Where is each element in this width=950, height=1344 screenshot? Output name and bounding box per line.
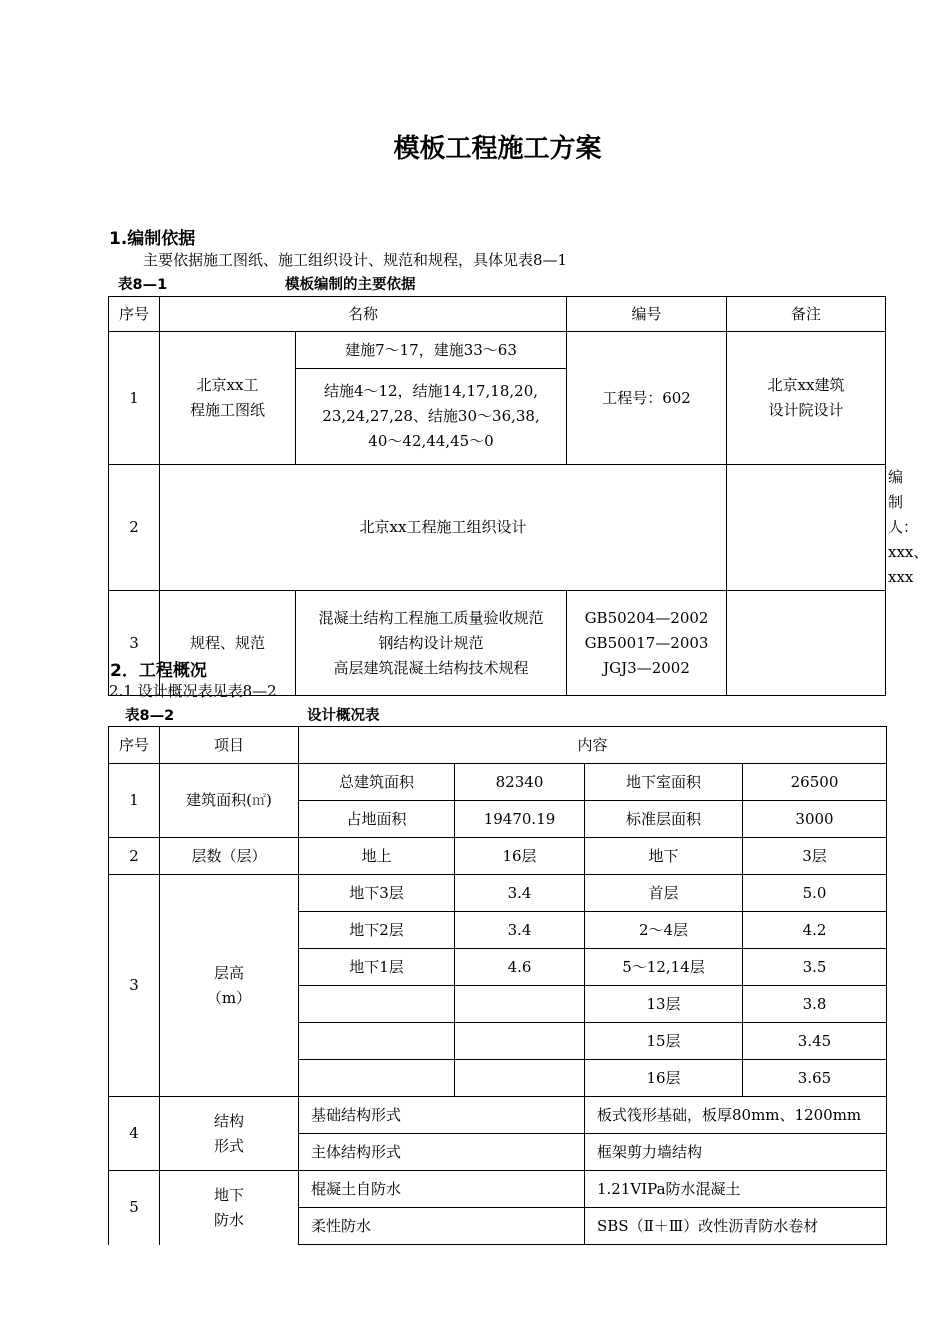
table1-title: 模板编制的主要依据	[285, 277, 416, 293]
row-number: 3	[109, 875, 160, 1097]
code-line: GB50017—2003	[584, 633, 709, 652]
cell: 首层	[585, 875, 743, 912]
table-row	[109, 764, 887, 801]
basis-table	[108, 296, 929, 696]
cell: 26500	[743, 764, 887, 801]
cell: 4.2	[743, 912, 887, 949]
section1-intro: 主要依据施工图纸、施工组织设计、规范和规程，具体见表8—1	[143, 251, 568, 269]
row-code: 工程号：602	[567, 332, 727, 465]
cell: 框架剪力墙结构	[585, 1134, 887, 1171]
code-line: JGJ3—2002	[603, 658, 690, 677]
cell	[455, 1060, 585, 1097]
header-cell: 内容	[299, 727, 887, 764]
cell	[455, 986, 585, 1023]
area-label: 建筑面积(	[186, 790, 252, 809]
cell: 地下2层	[299, 912, 455, 949]
cell	[455, 1023, 585, 1060]
cell: 标准层面积	[585, 801, 743, 838]
row-name: 规程、规范	[160, 591, 296, 696]
cell: 82340	[455, 764, 585, 801]
table-header-row	[109, 297, 886, 332]
row-number: 4	[109, 1097, 160, 1171]
section1-heading: 1.编制依据	[109, 229, 196, 249]
code-line: GB50204—2002	[584, 608, 709, 627]
table2-title: 设计概况表	[307, 708, 380, 724]
table-header-row	[109, 727, 887, 764]
label-line: 结构	[213, 1111, 244, 1130]
cell: 地下室面积	[585, 764, 743, 801]
cell	[299, 1060, 455, 1097]
table2-number: 表8—2	[125, 708, 175, 724]
cell: 4.6	[455, 949, 585, 986]
remark-line: 北京xx建筑	[767, 376, 845, 394]
header-cell: 序号	[109, 297, 160, 332]
cell: 柔性防水	[299, 1208, 585, 1245]
cell: 基础结构形式	[299, 1097, 585, 1134]
detail-line: 钢结构设计规范	[378, 633, 484, 652]
cell: 3.45	[743, 1023, 887, 1060]
name-line: 程施工图纸	[189, 401, 265, 419]
table-row	[109, 838, 887, 875]
cell: 2～4层	[585, 912, 743, 949]
label-line: 层高	[213, 963, 244, 982]
table-row	[109, 332, 886, 369]
table-row	[109, 1171, 887, 1208]
cell: 3.4	[455, 912, 585, 949]
label-line: 地下	[213, 1185, 244, 1204]
cell: 主体结构形式	[299, 1134, 585, 1171]
cell: 5.0	[743, 875, 887, 912]
cell: 地下3层	[299, 875, 455, 912]
row-label	[160, 1097, 299, 1171]
detail-line: 混凝土结构工程施工质量验收规范	[318, 608, 544, 627]
cell: 地下	[585, 838, 743, 875]
cell: 13层	[585, 986, 743, 1023]
row-detail: 建施7～17，建施33～63	[296, 332, 567, 369]
row-number: 1	[109, 332, 160, 465]
cell: 占地面积	[299, 801, 455, 838]
row-number: 2	[109, 465, 160, 591]
row-name: 北京xx工程施工组织设计	[160, 465, 727, 591]
section2-sub: 2.1 设计概况表见表8—2	[109, 682, 277, 700]
cell: 3.8	[743, 986, 887, 1023]
row-name	[160, 332, 296, 465]
label-line: （m）	[206, 988, 252, 1007]
cell	[299, 986, 455, 1023]
row-label	[160, 875, 299, 1097]
table1-number: 表8—1	[118, 277, 168, 293]
label-line: 防水	[213, 1210, 244, 1229]
cell: 地下1层	[299, 949, 455, 986]
area-label-end: )	[266, 790, 272, 809]
row-detail	[296, 369, 567, 465]
cell: 19470.19	[455, 801, 585, 838]
header-cell: 序号	[109, 727, 160, 764]
cell: 地上	[299, 838, 455, 875]
cell	[299, 1023, 455, 1060]
cell: 1.21VIPa防水混凝土	[585, 1171, 887, 1208]
detail-line: 40～42,44,45～0	[368, 432, 494, 450]
remark-line: 设计院设计	[768, 401, 844, 419]
cell: 棍凝土自防水	[299, 1171, 585, 1208]
cell: 总建筑面积	[299, 764, 455, 801]
label-line: 形式	[213, 1136, 244, 1155]
cell: SBS（Ⅱ＋Ⅲ）改性沥青防水卷材	[585, 1208, 887, 1245]
table-row: 2 北京xx工程施工组织设计 编制人： xxx、xxx	[109, 465, 886, 591]
row-number: 1	[109, 764, 160, 838]
header-cell: 项目	[160, 727, 299, 764]
name-line: 北京xx工	[196, 376, 259, 394]
header-cell: 编号	[567, 297, 727, 332]
cell: 5～12,14层	[585, 949, 743, 986]
cell: 3层	[743, 838, 887, 875]
cell: 3000	[743, 801, 887, 838]
cell: 15层	[585, 1023, 743, 1060]
row-label	[160, 1171, 299, 1245]
header-cell: 名称	[160, 297, 567, 332]
header-cell: 备注	[727, 297, 886, 332]
cell: 16层	[455, 838, 585, 875]
cell: 3.4	[455, 875, 585, 912]
cell: 3.65	[743, 1060, 887, 1097]
row-label: 层数（层）	[160, 838, 299, 875]
area-unit: ㎡	[252, 792, 266, 809]
cell: 16层	[585, 1060, 743, 1097]
row-number: 2	[109, 838, 160, 875]
table-row	[109, 875, 887, 912]
row-detail	[296, 591, 567, 696]
detail-line: 结施4～12，结施14,17,18,20,	[323, 382, 539, 400]
detail-line: 高层建筑混凝土结构技术规程	[333, 658, 529, 677]
section2-heading: 2．工程概况	[110, 661, 207, 681]
detail-line: 23,24,27,28、结施30～36,38,	[322, 407, 540, 425]
page-title: 模板工程施工方案	[393, 134, 602, 164]
row-code	[567, 591, 727, 696]
cell: 板式筏形基础，板厚80mm、1200mm	[585, 1097, 887, 1134]
row-remark	[727, 591, 886, 696]
row-number: 5	[109, 1171, 160, 1245]
table-row	[109, 1097, 887, 1134]
row-remark	[727, 332, 886, 465]
row-number: 3	[109, 591, 160, 696]
row-label	[160, 764, 299, 838]
row-code	[727, 465, 886, 591]
cell: 3.5	[743, 949, 887, 986]
design-overview-table	[108, 726, 887, 1245]
